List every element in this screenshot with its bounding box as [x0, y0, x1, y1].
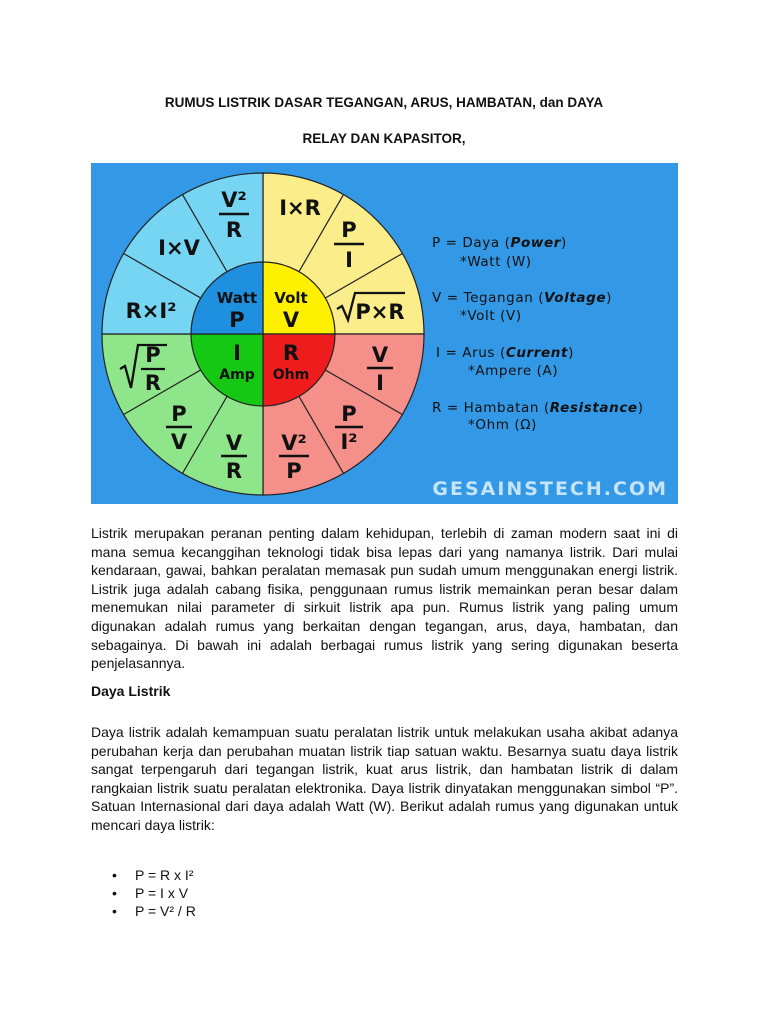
document-title: RUMUS LISTRIK DASAR TEGANGAN, ARUS, HAMBATAN, dan DAYA [164, 95, 604, 110]
center-p-label: P [229, 308, 245, 332]
svg-text:V: V [170, 430, 188, 454]
intro-paragraph: Listrik merupakan peranan penting dalam kehidupan, terlebih di zaman modern saat ini di mana semua kecanggihan teknologi tidak bisa lepas dari yang namanya listrik. Dari mulai kendaraan, gawai, bahkan peralatan memasak pun sudah umum menggunakan energi listrik. Listrik juga adalah cabang fisika, penggunaan rumus listrik memainkan peran besar dalam menemukan nilai parameter di sirkuit listrik apa pun. Rumus listrik yang paling umum digunakan adalah rumus yang berkaitan dengan tegangan, arus, daya, hambatan, dan sebagainya. Di bawah ini adalah berbagai rumus listrik yang sering digunakan beserta penjelasannya. [91, 525, 678, 672]
center-v-label: V [282, 308, 300, 332]
legend-power-line: P = Daya (Power) [432, 235, 567, 251]
power-formula-list [91, 866, 196, 920]
svg-text:V: V [225, 431, 243, 455]
svg-text:V²: V² [221, 188, 247, 212]
svg-text:I: I [345, 248, 353, 272]
legend-voltage-unit: *Volt (V) [460, 308, 522, 324]
legend-resistance-line: R = Hambatan (Resistance) [432, 400, 644, 416]
legend-power-unit: *Watt (W) [460, 254, 532, 270]
center-i-label: I [233, 341, 241, 365]
svg-text:I²: I² [340, 430, 358, 454]
svg-text:I: I [376, 371, 384, 395]
svg-text:R: R [225, 459, 243, 483]
svg-text:V: V [371, 343, 389, 367]
list-item: • P = I x V [91, 884, 196, 902]
svg-text:P×R: P×R [355, 300, 405, 324]
center-watt-label: Watt [216, 289, 258, 307]
center-amp-label: Amp [219, 367, 255, 383]
svg-text:V²: V² [281, 431, 307, 455]
svg-text:P: P [341, 402, 357, 426]
list-item: • P = V² / R [91, 902, 196, 920]
svg-text:R: R [225, 218, 243, 242]
legend-current-unit: *Ampere (A) [468, 363, 559, 379]
ohms-law-wheel-figure [91, 163, 678, 504]
document-subtitle: RELAY DAN KAPASITOR, [302, 131, 466, 146]
svg-text:P: P [171, 402, 187, 426]
svg-text:P: P [286, 459, 302, 483]
legend-resistance-unit: *Ohm (Ω) [468, 417, 538, 433]
formula-i-times-r: I×R [279, 196, 321, 220]
svg-text:P: P [145, 343, 161, 367]
list-item: • P = R x I² [91, 866, 196, 884]
center-ohm-label: Ohm [272, 367, 310, 383]
power-paragraph: Daya listrik adalah kemampuan suatu peralatan listrik untuk melakukan usaha akibat adanya perubahan kerja dan perubahan muatan listrik tiap satuan waktu. Besarnya suatu daya listrik sangat terpengaruh dari tegangan listrik, kuat arus listrik, dan hambatan listrik di dalam rangkaian listrik suatu peralatan elektronika. Daya listrik dinyatakan menggunakan simbol “P”. Satuan Internasional dari daya adalah Watt (W). Berikut adalah rumus yang digunakan untuk mencari daya listrik: [91, 724, 678, 833]
center-r-label: R [282, 341, 300, 365]
formula-r-times-i2: R×I² [125, 299, 177, 323]
center-volt-label: Volt [274, 289, 308, 307]
legend-voltage-line: V = Tegangan (Voltage) [432, 290, 612, 306]
section-heading: Daya Listrik [91, 683, 171, 699]
legend-current-line: I = Arus (Current) [436, 345, 574, 361]
svg-text:R: R [144, 371, 162, 395]
svg-text:P: P [341, 218, 357, 242]
watermark-text: GESAINSTECH.COM [432, 478, 668, 500]
formula-i-times-v: I×V [158, 236, 200, 260]
